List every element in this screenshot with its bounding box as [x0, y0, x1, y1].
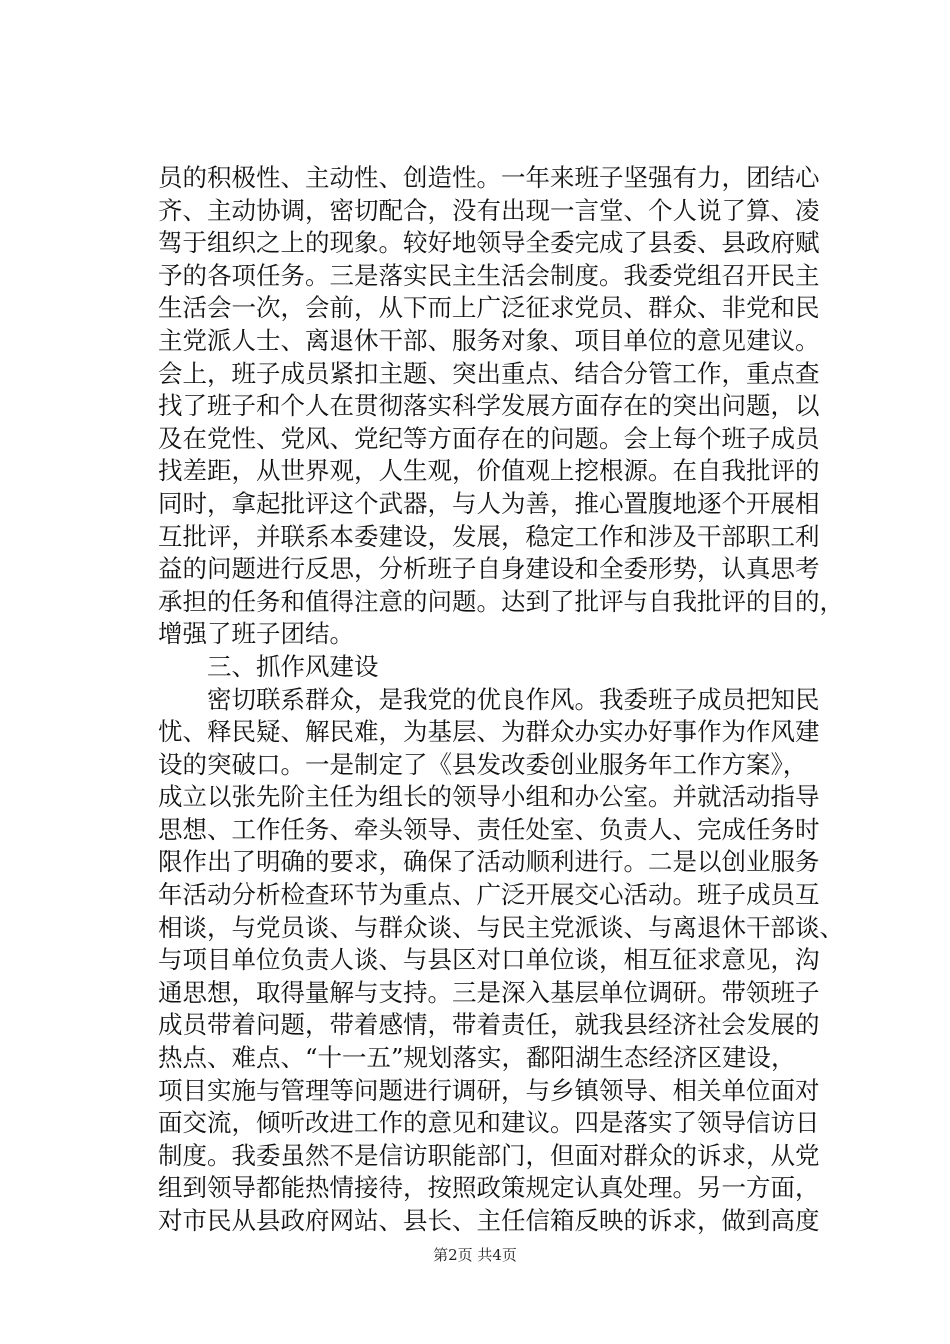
text-line: 主党派人士、离退休干部、服务对象、项目单位的意见建议。	[158, 325, 820, 355]
text-line: 予的各项任务。三是落实民主生活会制度。我委党组召开民主	[158, 260, 820, 290]
text-line: 与项目单位负责人谈、与县区对口单位谈，相互征求意见，沟	[158, 945, 820, 975]
text-line: 设的突破口。一是制定了《县发改委创业服务年工作方案》，	[158, 749, 808, 779]
text-line: 制度。我委虽然不是信访职能部门，但面对群众的诉求，从党	[158, 1140, 820, 1170]
text-line: 三、抓作风建设	[158, 651, 379, 681]
text-line: 成立以张先阶主任为组长的领导小组和办公室。并就活动指导	[158, 782, 820, 812]
text-line: 驾于组织之上的现象。较好地领导全委完成了县委、县政府赋	[158, 228, 820, 258]
text-line: 思想、工作任务、牵头领导、责任处室、负责人、完成任务时	[158, 814, 820, 844]
text-line: 齐、主动协调，密切配合，没有出现一言堂、个人说了算、凌	[158, 195, 820, 225]
text-line: 面交流，倾听改进工作的意见和建议。四是落实了领导信访日	[158, 1108, 820, 1138]
text-line: 限作出了明确的要求，确保了活动顺利进行。二是以创业服务	[158, 847, 820, 877]
text-line: 组到领导都能热情接待，按照政策规定认真处理。另一方面，	[158, 1173, 820, 1203]
text-line: 增强了班子团结。	[158, 619, 354, 649]
text-line: 生活会一次，会前，从下而上广泛征求党员、群众、非党和民	[158, 293, 820, 323]
text-line: 热点、难点、“十一五”规划落实，鄱阳湖生态经济区建设，	[158, 1043, 796, 1073]
text-line: 同时，拿起批评这个武器，与人为善，推心置腹地逐个开展相	[158, 488, 820, 518]
text-line: 忧、释民疑、解民难，为基层、为群众办实办好事作为作风建	[158, 717, 820, 747]
text-line: 益的问题进行反思，分析班子自身建设和全委形势，认真思考	[158, 554, 820, 584]
text-line: 相谈，与党员谈、与群众谈、与民主党派谈、与离退休干部谈、	[158, 912, 844, 942]
text-line: 会上，班子成员紧扣主题、突出重点、结合分管工作，重点查	[158, 358, 820, 388]
page-footer: 第2页 共4页	[433, 1246, 517, 1264]
text-line: 承担的任务和值得注意的问题。达到了批评与自我批评的目的，	[158, 586, 844, 616]
text-line: 密切联系群众，是我党的优良作风。我委班子成员把知民	[158, 684, 820, 714]
text-line: 年活动分析检查环节为重点、广泛开展交心活动。班子成员互	[158, 880, 820, 910]
text-line: 项目实施与管理等问题进行调研，与乡镇领导、相关单位面对	[158, 1075, 820, 1105]
text-line: 通思想，取得量解与支持。三是深入基层单位调研。带领班子	[158, 977, 820, 1007]
text-line: 找了班子和个人在贯彻落实科学发展方面存在的突出问题，以	[158, 391, 820, 421]
document-body	[158, 162, 844, 1238]
text-line: 对市民从县政府网站、县长、主任信箱反映的诉求，做到高度	[158, 1206, 820, 1235]
text-line: 及在党性、党风、党纪等方面存在的问题。会上每个班子成员	[158, 423, 820, 453]
text-line: 找差距，从世界观，人生观，价值观上挖根源。在自我批评的	[158, 456, 820, 486]
text-line: 成员带着问题，带着感情，带着责任，就我县经济社会发展的	[158, 1010, 820, 1040]
text-line: 互批评，并联系本委建设，发展，稳定工作和涉及干部职工利	[158, 521, 820, 551]
text-line: 员的积极性、主动性、创造性。一年来班子坚强有力，团结心	[158, 163, 820, 192]
